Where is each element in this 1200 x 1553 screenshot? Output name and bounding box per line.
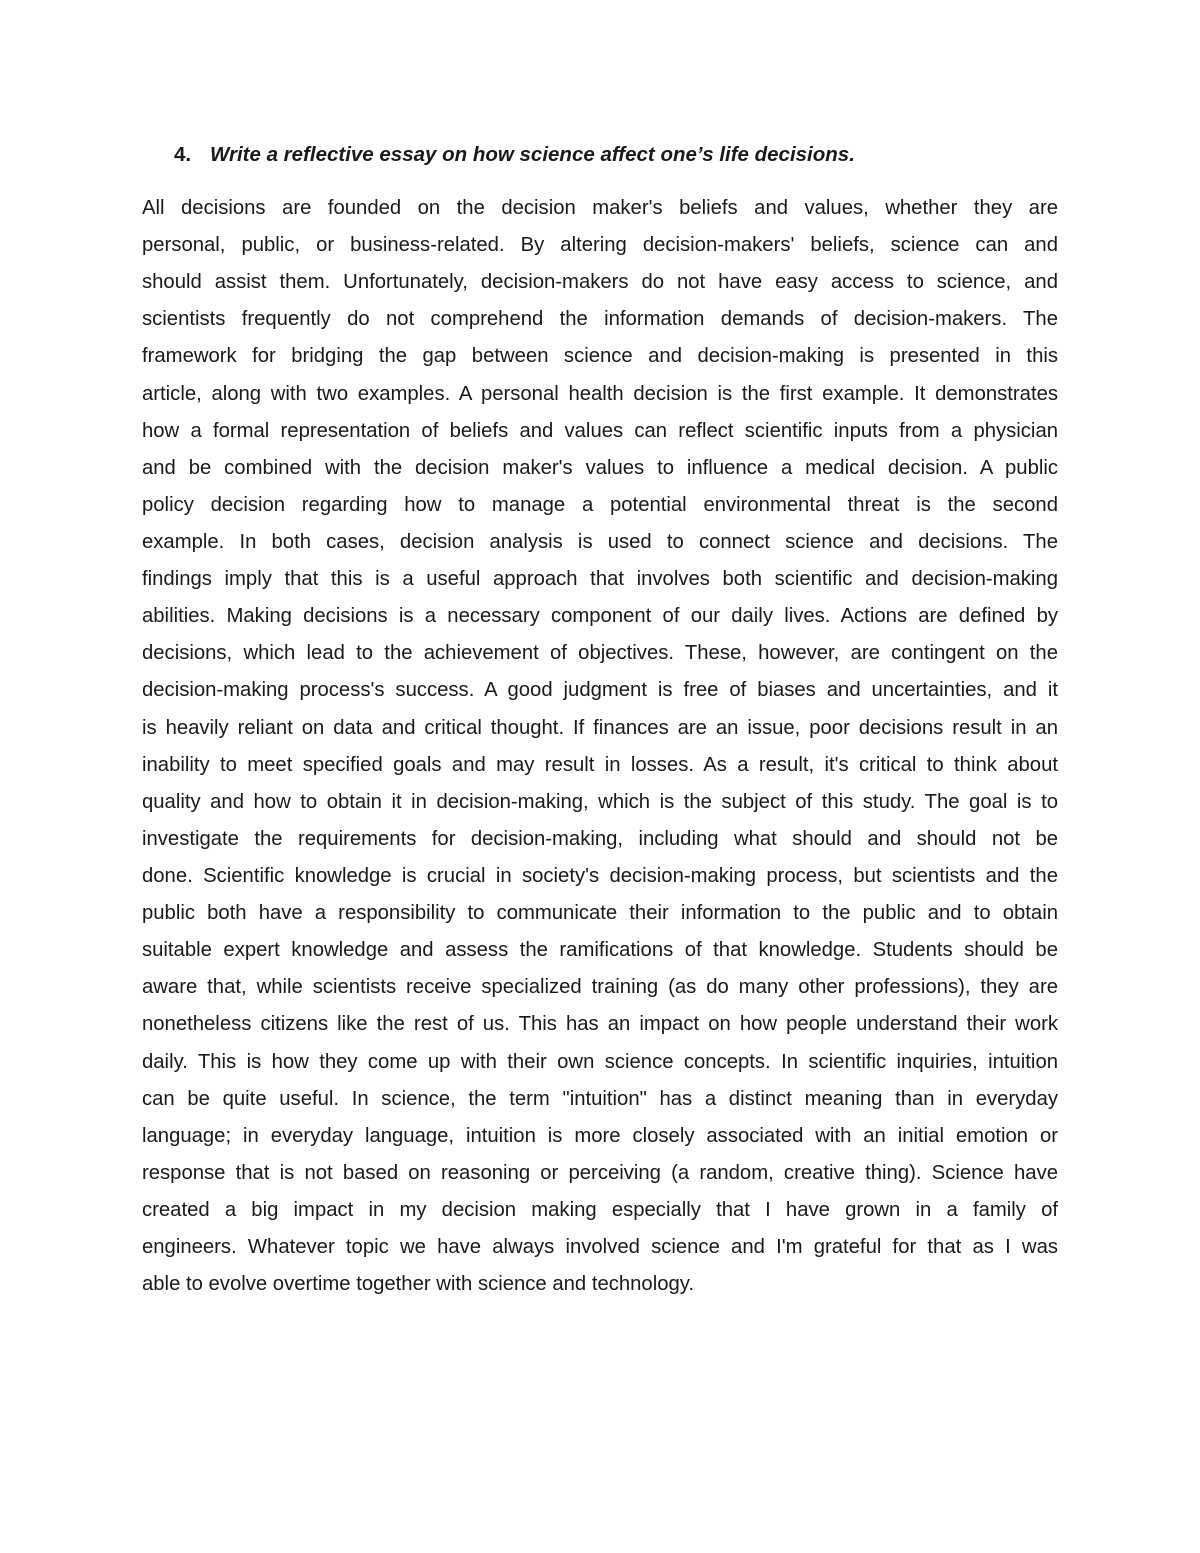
essay-line: inability to meet specified goals and may result in losses. As a result, it's critical to think about <box>142 753 1058 776</box>
essay-line: decision-making process's success. A good judgment is free of biases and uncertainties, and it <box>142 679 1058 702</box>
question-text: Write a reflective essay on how science affect one’s life decisions. <box>210 143 855 166</box>
essay-line: suitable expert knowledge and assess the ramifications of that knowledge. Students should be <box>142 939 1058 962</box>
essay-line: can be quite useful. In science, the term "intuition" has a distinct meaning than in everyday <box>142 1087 1058 1110</box>
question-heading <box>174 140 1074 170</box>
essay-line: aware that, while scientists receive specialized training (as do many other professions), they are <box>142 976 1058 999</box>
essay-line: public both have a responsibility to communicate their information to the public and to obtain <box>142 902 1058 925</box>
essay-line: All decisions are founded on the decision maker's beliefs and values, whether they are <box>142 197 1058 219</box>
question-number: 4. <box>174 143 192 166</box>
essay-line: findings imply that this is a useful approach that involves both scientific and decision-making <box>142 568 1058 591</box>
essay-line-last: able to evolve overtime together with science and technology. <box>142 1273 695 1296</box>
essay-line: created a big impact in my decision making especially that I have grown in a family of <box>142 1198 1058 1221</box>
essay-line: engineers. Whatever topic we have always involved science and I'm grateful for that as I was <box>142 1236 1058 1259</box>
essay-line: done. Scientific knowledge is crucial in society's decision-making process, but scientists and the <box>142 864 1058 887</box>
essay-line: how a formal representation of beliefs and values can reflect scientific inputs from a physician <box>142 419 1058 442</box>
essay-line: personal, public, or business-related. By altering decision-makers' beliefs, science can and <box>142 234 1058 257</box>
essay-line: nonetheless citizens like the rest of us. This has an impact on how people understand their work <box>142 1013 1058 1036</box>
essay-line: response that is not based on reasoning or perceiving (a random, creative thing). Science have <box>142 1161 1058 1184</box>
essay-line: abilities. Making decisions is a necessary component of our daily lives. Actions are defined by <box>142 605 1058 628</box>
essay-line: and be combined with the decision maker's values to influence a medical decision. A public <box>142 456 1058 479</box>
essay-line: scientists frequently do not comprehend the information demands of decision-makers. The <box>142 308 1058 331</box>
essay-line: example. In both cases, decision analysis is used to connect science and decisions. The <box>142 530 1058 553</box>
essay-line: quality and how to obtain it in decision-making, which is the subject of this study. The goal is to <box>142 790 1058 813</box>
essay-line: language; in everyday language, intuition is more closely associated with an initial emotion or <box>142 1124 1058 1147</box>
essay-line: daily. This is how they come up with their own science concepts. In scientific inquiries, intuition <box>142 1050 1058 1073</box>
essay-line: should assist them. Unfortunately, decision-makers do not have easy access to science, and <box>142 271 1058 294</box>
essay-line: framework for bridging the gap between science and decision-making is presented in this <box>142 345 1058 368</box>
essay-line: decisions, which lead to the achievement of objectives. These, however, are contingent on the <box>142 642 1058 665</box>
essay-line: article, along with two examples. A personal health decision is the first example. It demonstrates <box>142 382 1058 405</box>
essay-body <box>142 190 1058 1303</box>
essay-line: investigate the requirements for decision-making, including what should and should not be <box>142 827 1058 850</box>
essay-line: is heavily reliant on data and critical thought. If finances are an issue, poor decisions result in an <box>142 716 1058 739</box>
essay-line: policy decision regarding how to manage a potential environmental threat is the second <box>142 493 1058 516</box>
